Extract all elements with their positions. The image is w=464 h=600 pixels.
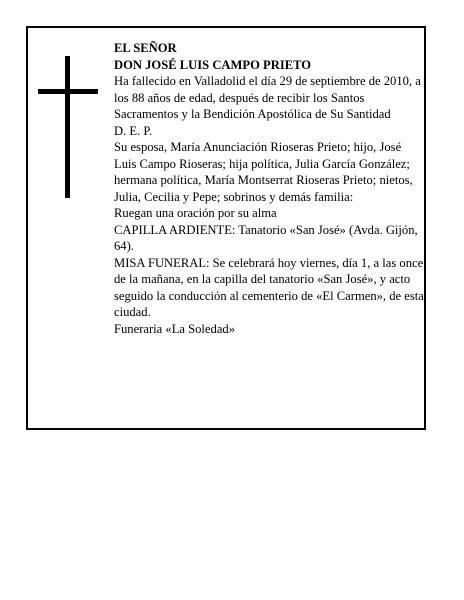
funeral-home: Funeraria «La Soledad» (114, 321, 235, 336)
funeral-chapel: CAPILLA ARDIENTE: Tanatorio «San José» (Avda. Gijón, 64). (114, 222, 418, 253)
prayer-request: Ruegan una oración por su alma (114, 206, 277, 220)
cross-horizontal-bar (38, 89, 98, 94)
death-announcement: Ha fallecido en Valladolid el día 29 de septiembre de 2010, a los 88 años de edad, después de recibir los Santos Sacramentos y la Bendición Apostólica de Su Santidad (114, 74, 421, 121)
cross-icon (38, 56, 98, 198)
cross-vertical-bar (65, 56, 70, 198)
funeral-mass: MISA FUNERAL: Se celebrará hoy viernes, día 1, a las once de la mañana, en la capilla del tanatorio «San José», y acto seguido la conducción al cementerio de «El Carmen», de esta ciudad. (114, 255, 424, 319)
rest-in-peace: D. E. P. (114, 123, 153, 138)
deceased-name: DON JOSÉ LUIS CAMPO PRIETO (114, 57, 312, 72)
notice-text (114, 40, 424, 337)
obituary-notice (26, 26, 426, 430)
family-list: Su esposa, María Anunciación Rioseras Prieto; hijo, José Luis Campo Rioseras; hija política, Julia García González; hermana política, María Montserrat Rioseras Prieto; nietos, Julia, Cecilia y Pepe; sobrinos y demás familia: (114, 140, 413, 204)
notice-heading: EL SEÑOR (114, 41, 177, 55)
